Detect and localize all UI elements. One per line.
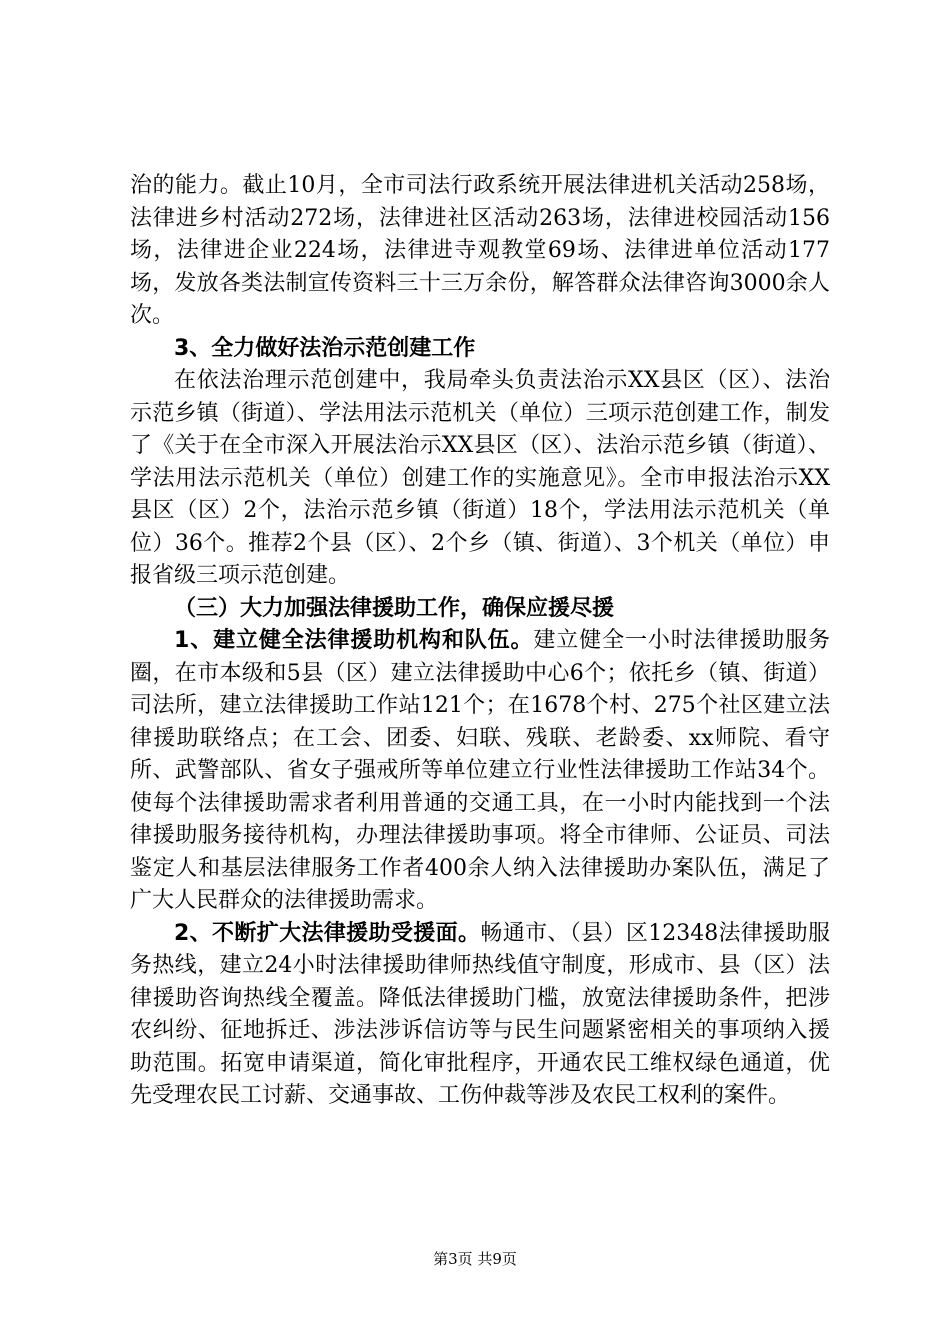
paragraph-legal-outreach: 治的能力。截止10月，全市司法行政系统开展法律进机关活动258场，法律进乡村活动272场，法律进社区活动263场，法律进校园活动156场，法律进企业224场，法律进寺观教堂69场、法律进单位活动177场，发放各类法制宣传资料三十三万余份，解答群众法律咨询3000余人次。	[130, 173, 830, 328]
paragraph-lead-institutions: 1、建立健全法律援助机构和队伍。	[174, 628, 534, 653]
document-body	[130, 170, 830, 1113]
paragraph-demonstration-creation: 在依法治理示范创建中，我局牵头负责法治示XX县区（区）、法治示范乡镇（街道）、学法用法示范机关（单位）三项示范创建工作，制发了《关于在全市深入开展法治示XX县区（区）、法治示范乡镇（街道）、学法用法示范机关（单位）创建工作的实施意见》。全市申报法治示XX县区（区）2个，法治示范乡镇（街道）18个，学法用法示范机关（单位）36个。推荐2个县（区）、2个乡（镇、街道）、3个机关（单位）申报省级三项示范创建。	[130, 368, 830, 588]
heading-demonstration-creation: 3、全力做好法治示范创建工作	[174, 335, 476, 361]
paragraph-lead-coverage: 2、不断扩大法律援助受援面。	[174, 920, 481, 946]
section-heading-legal-aid: （三）大力加强法律援助工作，确保应援尽援	[174, 595, 615, 621]
page-number: 第3页 共9页	[433, 1250, 517, 1268]
paragraph-body-institutions: 建立健全一小时法律援助服务圈，在市本级和5县（区）建立法律援助中心6个；依托乡（镇、街道）司法所，建立法律援助工作站121个；在1678个村、275个社区建立法律援助联络点；在工会、团委、妇联、残联、老龄委、xx师院、看守所、武警部队、省女子强戒所等单位建立行业性法律援助工作站34个。使每个法律援助需求者利用普通的交通工具，在一小时内能找到一个法律援助服务接待机构，办理法律援助事项。将全市律师、公证员、司法鉴定人和基层法律服务工作者400余人纳入法律援助办案队伍，满足了广大人民群众的法律援助需求。	[130, 628, 830, 913]
paragraph-legal-aid-institutions	[130, 625, 830, 918]
paragraph-body-coverage: 畅通市、（县）区12348法律援助服务热线，建立24小时法律援助律师热线值守制度，形成市、县（区）法律援助咨询热线全覆盖。降低法律援助门槛，放宽法律援助条件，把涉农纠纷、征地拆迁、涉法涉诉信访等与民生问题紧密相关的事项纳入援助范围。拓宽申请渠道，简化审批程序，开通农民工维权绿色通道，优先受理农民工讨薪、交通事故、工伤仲裁等涉及农民工权利的案件。	[130, 920, 830, 1108]
paragraph-legal-aid-coverage	[130, 918, 830, 1113]
